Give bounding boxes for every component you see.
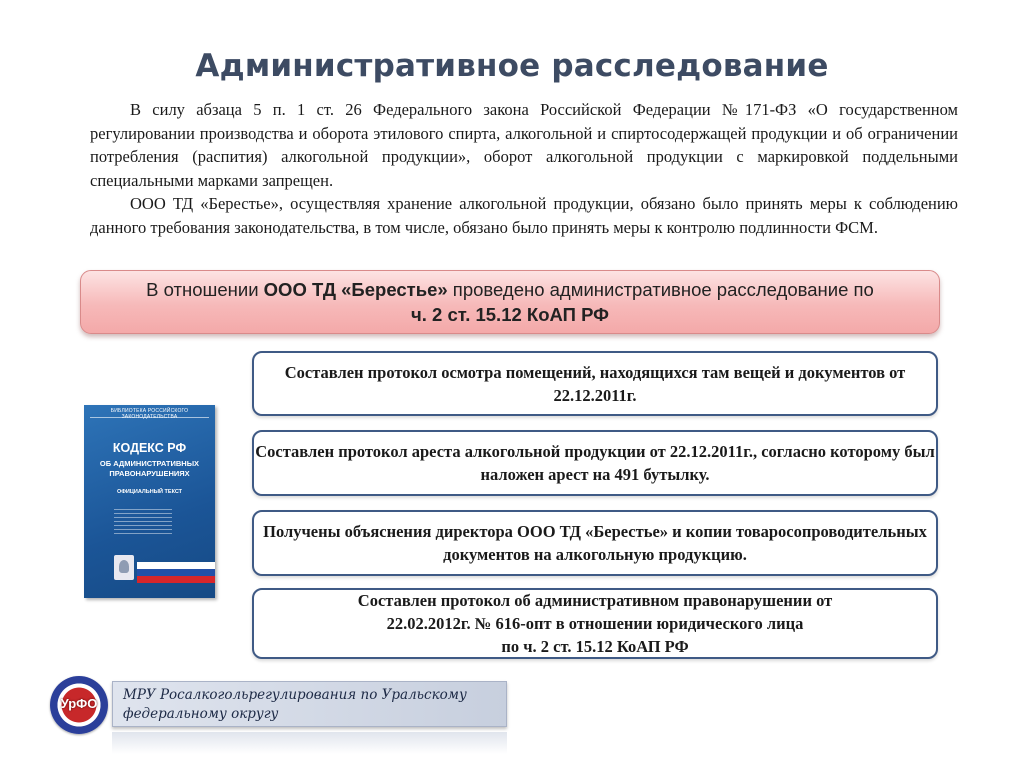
step-box-explanations xyxy=(252,510,938,576)
step-box-line: по ч. 2 ст. 15.12 КоАП РФ xyxy=(501,637,689,656)
body-text xyxy=(90,98,958,239)
step-box-text: Составлен протокол осмотра помещений, находящихся там вещей и документов от 22.12.2011г. xyxy=(284,362,906,405)
paragraph-obligation: ООО ТД «Берестье», осуществляя хранение алкогольной продукции, обязано было принять меры к соблюдению данного требования законодательства, в том числе, обязано было принять меры к контролю подлинности ФСМ. xyxy=(90,194,958,237)
organization-plate-reflection xyxy=(112,732,507,754)
book-cover-image xyxy=(84,405,215,598)
logo-text: УрФО xyxy=(60,696,98,711)
book-official-label: ОФИЦИАЛЬНЫЙ ТЕКСТ xyxy=(116,489,183,495)
banner-prefix: В отношении xyxy=(146,279,264,300)
coat-of-arms-icon xyxy=(114,555,134,580)
paragraph-law: В силу абзаца 5 п. 1 ст. 26 Федерального закона Российской Федерации №171-ФЗ «О государственном регулировании производства и оборота этилового спирта, алкогольной и спиртосодержащей продукции и об ограничении потребления (распития) алкогольной продукции», оборот алкогольной продукции с маркировкой поддельными специальными марками запрещен. xyxy=(90,100,958,190)
slide-title: Административное расследование xyxy=(195,48,829,84)
book-code-title: КОДЕКС РФ xyxy=(112,441,187,455)
step-box-inspection xyxy=(252,351,938,416)
urfo-logo-icon xyxy=(50,676,108,734)
book-subtitle: ОБ АДМИНИСТРАТИВНЫХ ПРАВОНАРУШЕНИЯХ xyxy=(99,459,200,478)
organization-plate: МРУ Росалкогольрегулирования по Уральскому федеральному округу xyxy=(112,681,507,727)
step-box-text: Получены объяснения директора ООО ТД «Берестье» и копии товаросопроводительных документов на алкогольную продукцию. xyxy=(263,522,927,564)
banner-line-1 xyxy=(81,277,939,302)
russian-flag-icon xyxy=(137,562,215,583)
banner-suffix: проведено административное расследование по xyxy=(447,279,874,300)
investigation-banner xyxy=(80,270,940,334)
step-box-protocol xyxy=(252,588,938,659)
step-box-line: Составлен протокол об административном правонарушении от xyxy=(357,591,833,610)
step-box-arrest xyxy=(252,430,938,496)
banner-company: ООО ТД «Берестье» xyxy=(263,279,448,300)
step-box-text: Составлен протокол ареста алкогольной продукции от 22.12.2011г., согласно которому был наложен арест на 491 бутылку. xyxy=(255,442,935,484)
book-divider xyxy=(90,417,209,418)
step-box-line: 22.02.2012г. № 616-опт в отношении юридического лица xyxy=(386,614,804,633)
book-library-label: БИБЛИОТЕКА РОССИЙСКОГО xyxy=(110,408,189,414)
book-fine-print xyxy=(114,509,172,535)
banner-line-2 xyxy=(81,302,939,327)
banner-article: ч. 2 ст. 15.12 КоАП РФ xyxy=(411,304,609,325)
